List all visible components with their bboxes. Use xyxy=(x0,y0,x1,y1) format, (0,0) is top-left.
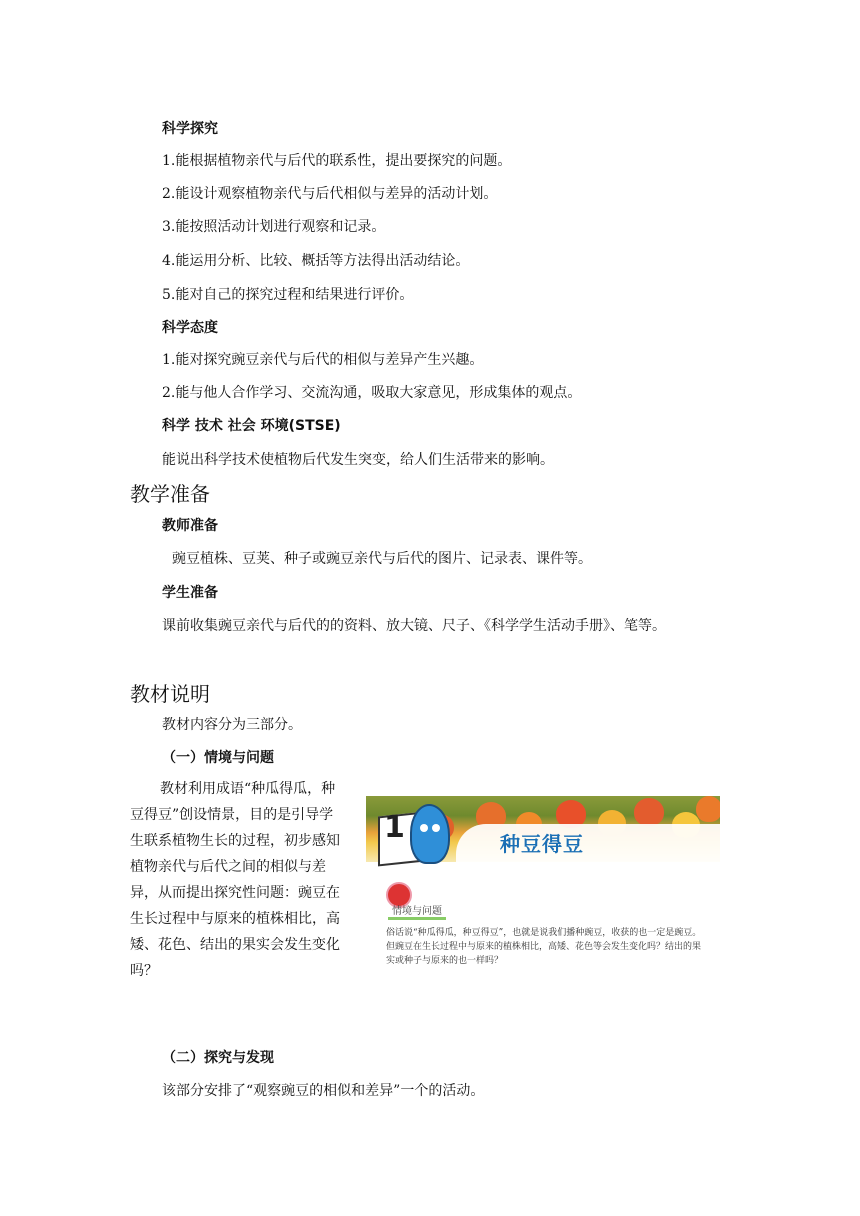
situation-label: 情境与问题 xyxy=(388,902,446,920)
textbook-excerpt-image xyxy=(366,796,720,972)
list-item: 5.能对自己的探究过程和结果进行评价。 xyxy=(162,287,414,303)
part2-text: 该部分安排了“观察豌豆的相似和差异”一个的活动。 xyxy=(162,1083,485,1099)
list-item: 2.能与他人合作学习、交流沟通，吸取大家意见，形成集体的观点。 xyxy=(162,385,582,401)
paragraph-line: 生长过程中与原来的植株相比，高 xyxy=(130,911,340,927)
teacher-prep-text: 豌豆植株、豆荚、种子或豌豆亲代与后代的图片、记录表、课件等。 xyxy=(172,551,592,567)
paragraph-line: 矮、花色、结出的果实会发生变化 xyxy=(130,937,340,953)
section-title-student-prep: 学生准备 xyxy=(162,585,218,601)
section-title-teacher-prep: 教师准备 xyxy=(162,518,218,534)
part1-title: （一）情境与问题 xyxy=(162,750,274,766)
list-item: 1.能对探究豌豆亲代与后代的相似与差异产生兴趣。 xyxy=(162,352,484,368)
paragraph-line: 生联系植物生长的过程，初步感知 xyxy=(130,833,340,849)
student-prep-text: 课前收集豌豆亲代与后代的的资料、放大镜、尺子、《科学学生活动手册》、笔等。 xyxy=(162,618,666,634)
paragraph-line: 植物亲代与后代之间的相似与差 xyxy=(130,859,326,875)
list-item: 4.能运用分析、比较、概括等方法得出活动结论。 xyxy=(162,253,470,269)
stse-text: 能说出科学技术使植物后代发生突变，给人们生活带来的影响。 xyxy=(162,452,554,468)
list-item: 2.能设计观察植物亲代与后代相似与差异的活动计划。 xyxy=(162,186,498,202)
list-item: 1.能根据植物亲代与后代的联系性，提出要探究的问题。 xyxy=(162,153,512,169)
paragraph-line: 教材利用成语“种瓜得瓜，种 xyxy=(160,781,336,797)
paragraph-line: 吗？ xyxy=(130,963,158,979)
list-item: 3.能按照活动计划进行观察和记录。 xyxy=(162,219,386,235)
section-title-stse: 科学 技术 社会 环境(STSE) xyxy=(162,418,341,434)
excerpt-text: 俗话说“种瓜得瓜，种豆得豆”，也就是说我们播种豌豆，收获的也一定是豌豆。但豌豆在生长过程中与原来的植株相比，高矮、花色等会发生变化吗？结出的果实或种子与原来的也一样吗？ xyxy=(386,928,702,966)
lesson-title: 种豆得豆 xyxy=(500,832,584,856)
textbook-intro: 教材内容分为三部分。 xyxy=(162,717,302,733)
part2-title: （二）探究与发现 xyxy=(162,1050,274,1066)
section-title-attitude: 科学态度 xyxy=(162,320,218,336)
heading-textbook: 教材说明 xyxy=(130,682,210,706)
mascot-icon xyxy=(410,804,450,864)
paragraph-line: 豆得豆”创设情景，目的是引导学 xyxy=(130,807,334,823)
part1-paragraph xyxy=(130,776,355,984)
lesson-number: 1 xyxy=(384,810,405,845)
section-title-inquiry: 科学探究 xyxy=(162,121,218,137)
paragraph-line: 异，从而提出探究性问题：豌豆在 xyxy=(130,885,340,901)
heading-teaching-prep: 教学准备 xyxy=(130,482,210,506)
